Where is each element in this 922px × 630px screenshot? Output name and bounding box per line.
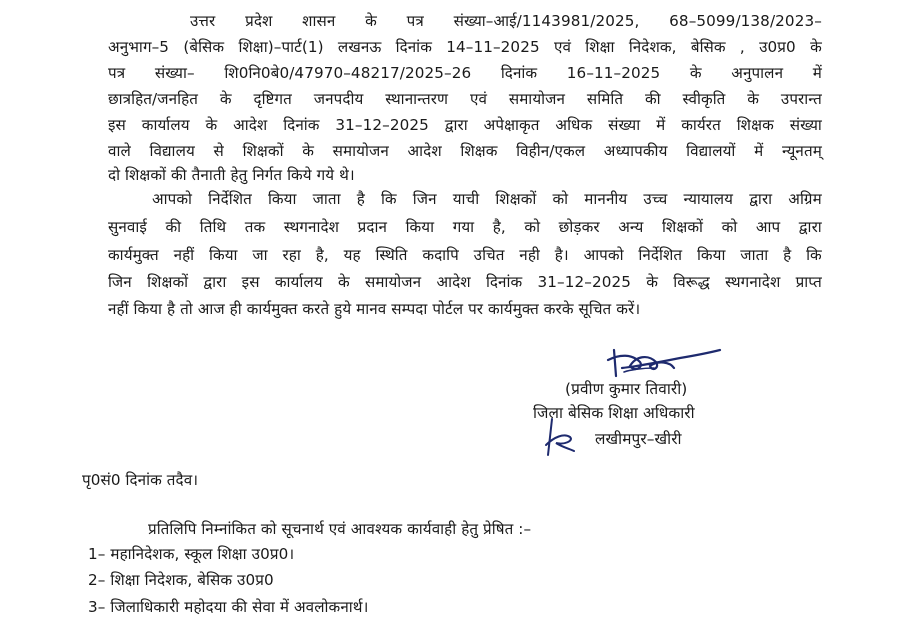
- para1-line-1: उत्तर प्रदेश शासन के पत्र संख्या–आई/1143981/2025, 68–5099/138/2023–: [190, 12, 822, 30]
- para2-line-1: आपको निर्देशित किया जाता है कि जिन याची शिक्षकों को माननीय उच्च न्यायालय द्वारा अग्रिम: [152, 190, 822, 208]
- copy-item-1: 1– महानिदेशक, स्कूल शिक्षा उ0प्र0।: [88, 545, 295, 563]
- para1-line-2: अनुभाग–5 (बेसिक शिक्षा)–पार्ट(1) लखनऊ दिनांक 14–11–2025 एवं शिक्षा निदेशक, बेसिक , उ0प्र0 के: [108, 38, 822, 56]
- copy-item-2: 2– शिक्षा निदेशक, बेसिक उ0प्र0: [88, 571, 274, 589]
- officer-location: लखीमपुर–खीरी: [595, 430, 682, 448]
- para2-line-4: जिन शिक्षकों द्वारा इस कार्यालय के समायोजन आदेश दिनांक 31–12–2025 के विरूद्ध स्थगनादेश प्राप्त: [108, 273, 822, 291]
- para1-line-3: पत्र संख्या– शि0नि0बे0/47970–48217/2025–26 दिनांक 16–11–2025 के अनुपालन में: [108, 64, 822, 82]
- officer-designation: जिला बेसिक शिक्षा अधिकारी: [533, 404, 695, 422]
- endorsement-intro: प्रतिलिपि निम्नांकित को सूचनार्थ एवं आवश्यक कार्यवाही हेतु प्रेषित :–: [148, 520, 532, 538]
- para1-line-7: दो शिक्षकों की तैनाती हेतु निर्गत किये गये थे।: [108, 166, 355, 184]
- para2-line-3: कार्यमुक्त नहीं किया जा रहा है, यह स्थिति कदापि उचित नही है। आपको निर्देशित किया जाता है कि: [108, 246, 822, 264]
- para1-line-5: इस कार्यालय के आदेश दिनांक 31–12–2025 द्वारा अपेक्षाकृत अधिक संख्या में कार्यरत शिक्षक संख्या: [108, 116, 822, 134]
- endorsement-ref: पृ0सं0 दिनांक तदैव।: [82, 471, 199, 489]
- para1-line-4: छात्रहित/जनहित के दृष्टिगत जनपदीय स्थानान्तरण एवं समायोजन समिति की स्वीकृति के उपरान्त: [108, 90, 822, 108]
- para1-line-6: वाले विद्यालय से शिक्षकों के समायोजन आदेश शिक्षक विहीन/एकल अध्यापकीय विद्यालयों में न्यूनतम्: [108, 142, 822, 160]
- para2-line-2: सुनवाई की तिथि तक स्थगनादेश प्रदान किया गया है, को छोड़कर अन्य शिक्षकों को आप द्वारा: [108, 218, 822, 236]
- para2-line-5: नहीं किया है तो आज ही कार्यमुक्त करते हुये मानव सम्पदा पोर्टल पर कार्यमुक्त करके सूचित करें।: [108, 300, 641, 318]
- copy-item-3: 3– जिलाधिकारी महोदया की सेवा में अवलोकनार्थ।: [88, 598, 369, 616]
- officer-name: (प्रवीण कुमार तिवारी): [565, 380, 688, 398]
